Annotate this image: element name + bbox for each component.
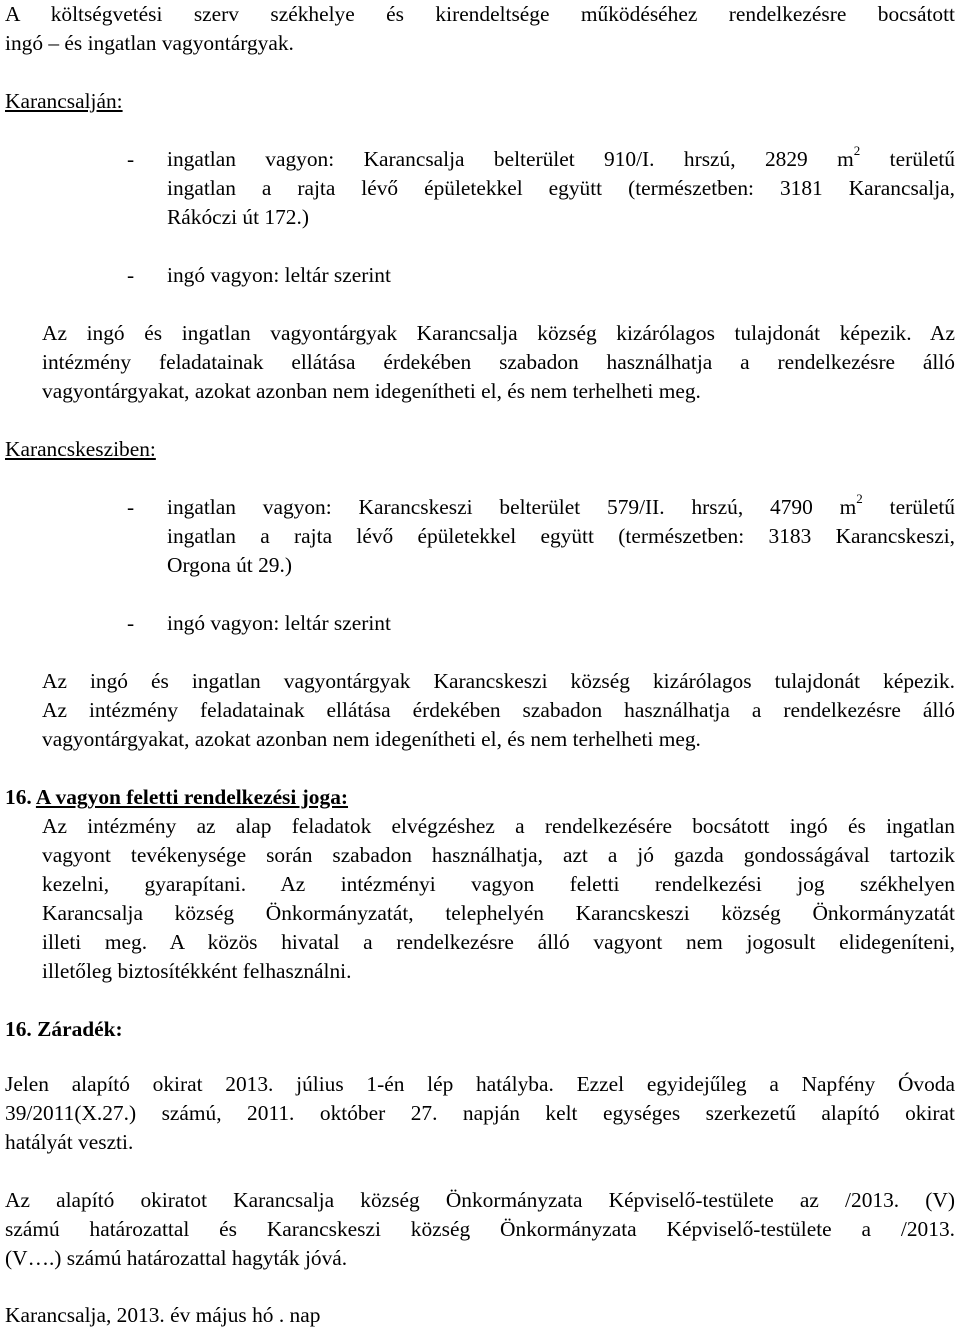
list-dash: -: [127, 611, 135, 635]
clause-p2-line-1: Az alapító okiratot Karancsalja község Önkormányzata Képviselő-testülete az /2013. (V): [5, 1188, 955, 1212]
section-16-line-2: vagyont tevékenysége során szabadon használhatja, azt a jó gazda gondosságával tartozik: [42, 843, 955, 867]
karancskeszi-item1-line3: Orgona út 29.): [167, 553, 292, 577]
karancsalja-item1-line1: ingatlan vagyon: Karancsalja belterület 910/I. hrszú, 2829 $m^2$ területű: [167, 142, 955, 171]
section-16-clause-heading: 16. Záradék:: [5, 1017, 123, 1041]
karancskeszi-item1-line1: ingatlan vagyon: Karancskeszi belterület 579/II. hrszú, 4790 $m^2$ területű: [167, 490, 955, 519]
karancskeszi-heading: Karancskesziben:: [5, 437, 156, 461]
signature-line: Karancsalja, 2013. év május hó . nap: [5, 1303, 321, 1327]
karancskeszi-item1-line2: ingatlan a rajta lévő épületekkel együtt (természetben: 3183 Karancskeszi,: [167, 524, 955, 548]
list-dash: -: [127, 147, 135, 171]
intro-line-2: ingó – és ingatlan vagyontárgyak.: [5, 31, 294, 55]
section-16-heading: 16. A vagyon feletti rendelkezési joga:: [5, 785, 349, 809]
karancsalja-para-line-3: vagyontárgyakat, azokat azonban nem idegenítheti el, és nem terhelheti meg.: [42, 379, 701, 403]
section-16-line-6: illetőleg biztosítékként felhasználni.: [42, 959, 352, 983]
karancskeszi-para-line-1: Az ingó és ingatlan vagyontárgyak Karancskeszi község kizárólagos tulajdonát képezik.: [42, 669, 955, 693]
list-dash: -: [127, 495, 135, 519]
clause-p1-line-1: Jelen alapító okirat 2013. július 1-én lép hatályba. Ezzel egyidejűleg a Napfény Óvoda: [5, 1072, 955, 1096]
karancsalja-item1-line3: Rákóczi út 172.): [167, 205, 309, 229]
karancsalja-item1-line2: ingatlan a rajta lévő épületekkel együtt (természetben: 3181 Karancsalja,: [167, 176, 955, 200]
karancsalja-heading: Karancsalján:: [5, 89, 123, 113]
section-16-line-1: Az intézmény az alap feladatok elvégzéshez a rendelkezésére bocsátott ingó és ingatlan: [42, 814, 955, 838]
clause-p1-line-2: 39/2011(X.27.) számú, 2011. október 27. napján kelt egységes szerkezetű alapító okirat: [5, 1101, 955, 1125]
section-16-line-4: Karancsalja község Önkormányzatát, telephelyén Karancskeszi község Önkormányzatát: [42, 901, 955, 925]
karancsalja-para-line-1: Az ingó és ingatlan vagyontárgyak Karancsalja község kizárólagos tulajdonát képezik. Az: [42, 321, 955, 345]
karancsalja-para-line-2: intézmény feladatainak ellátása érdekében szabadon használhatja a rendelkezésre álló: [42, 350, 955, 374]
karancskeszi-item2: ingó vagyon: leltár szerint: [167, 611, 391, 635]
clause-p1-line-3: hatályát veszti.: [5, 1130, 134, 1154]
clause-p2-line-3: (V….) számú határozattal hagyták jóvá.: [5, 1246, 348, 1270]
list-dash: -: [127, 263, 135, 287]
section-16-line-3: kezelni, gyarapítani. Az intézményi vagyon feletti rendelkezési jog székhelyen: [42, 872, 955, 896]
karancskeszi-para-line-2: Az intézmény feladatainak ellátása érdekében szabadon használhatja a rendelkezésre álló: [42, 698, 955, 722]
karancsalja-item2: ingó vagyon: leltár szerint: [167, 263, 391, 287]
karancskeszi-para-line-3: vagyontárgyakat, azokat azonban nem idegenítheti el, és nem terhelheti meg.: [42, 727, 701, 751]
section-16-line-5: illeti meg. A közös hivatal a rendelkezésre álló vagyont nem jogosult elidegeníteni,: [42, 930, 955, 954]
intro-line-1: A költségvetési szerv székhelye és kirendeltsége működéséhez rendelkezésre bocsátott: [5, 2, 955, 26]
clause-p2-line-2: számú határozattal és Karancskeszi község Önkormányzata Képviselő-testülete a /2013.: [5, 1217, 955, 1241]
